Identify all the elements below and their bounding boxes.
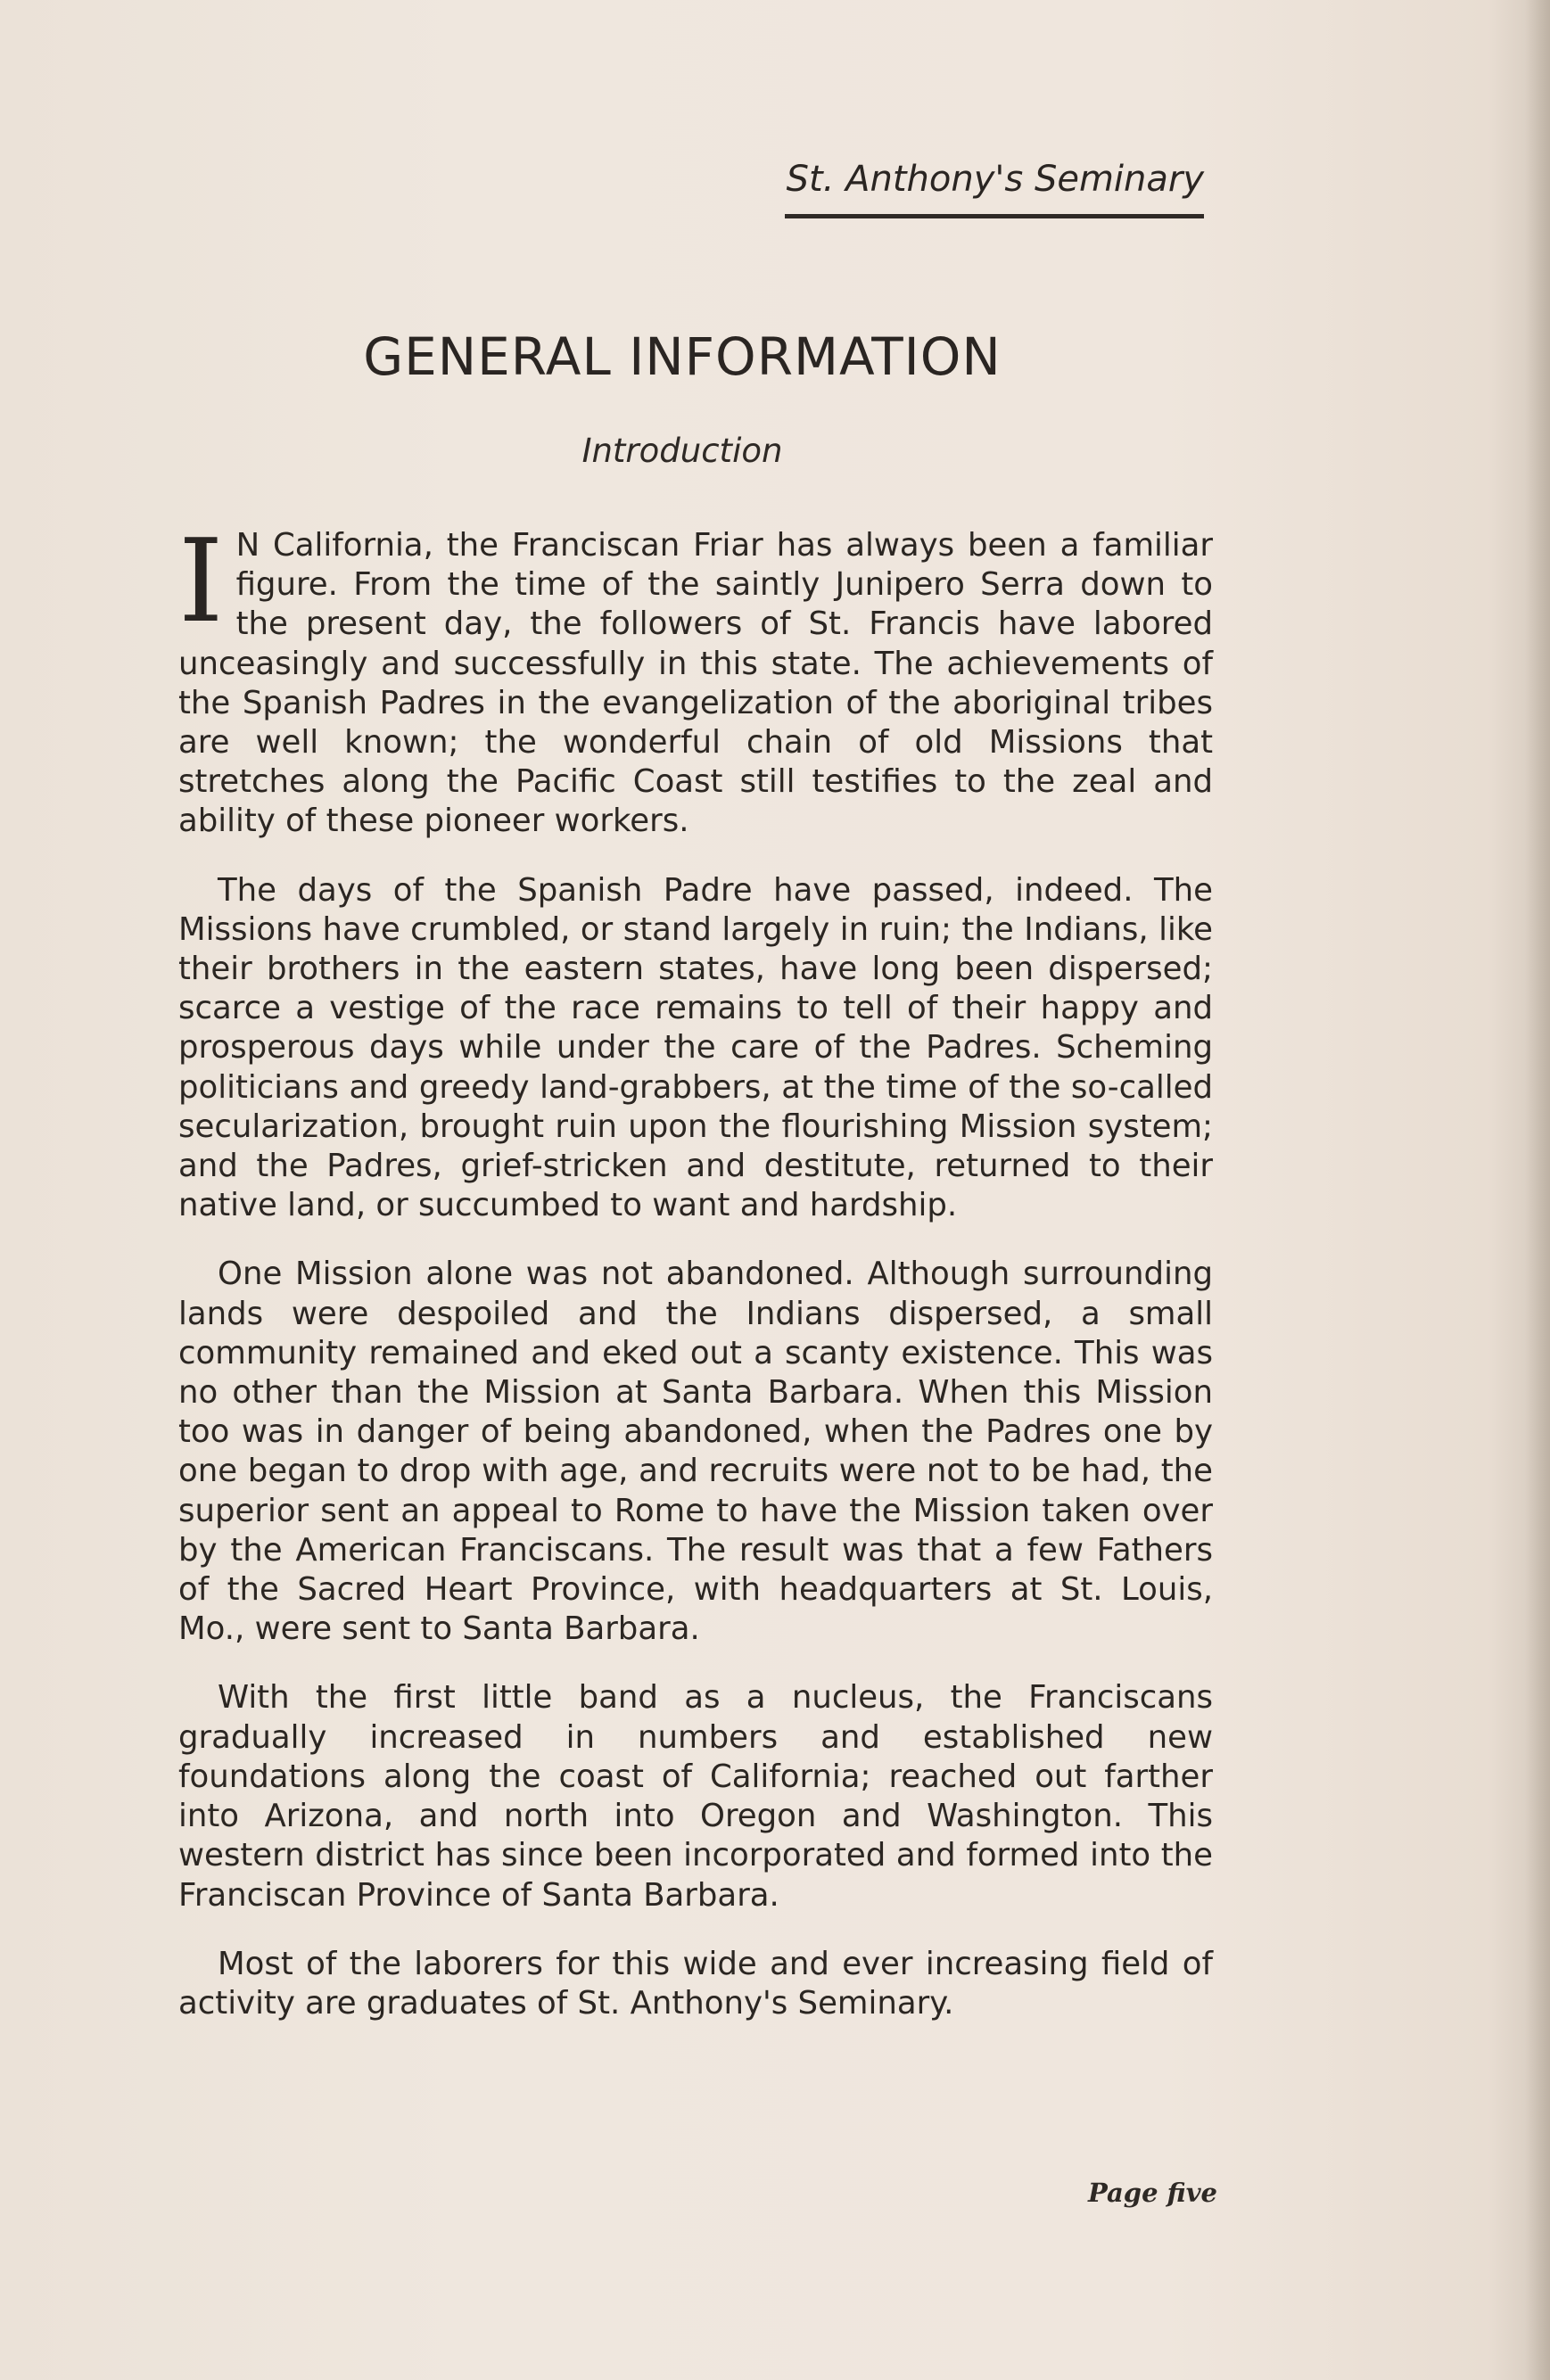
running-head-rule [785, 214, 1204, 218]
page-edge-shadow [1525, 0, 1550, 2380]
paragraph-4: With the first little band as a nucleus, the Franciscans gradually increased in numbers and established new foundations along the coast of California; reached out farther into Arizona, and north into Oregon and Washington. This western district has since been incorporated and formed into the Franciscan Province of Santa Barbara. [178, 1679, 1213, 1914]
page-number: Page five [1087, 2178, 1217, 2208]
paragraph-5: Most of the laborers for this wide and ever increasing field of activity are graduates of St. Anthony's Seminary. [178, 1945, 1213, 2022]
page-title: GENERAL INFORMATION [363, 326, 1002, 387]
section-subtitle: Introduction [581, 432, 783, 470]
drop-cap: I [178, 515, 224, 648]
paragraph-3: One Mission alone was not abandoned. Although surrounding lands were despoiled and the Indians dispersed, a small community remained and eked out a scanty existence. This was no other than the Mission at Santa Barbara. When this Mission too was in danger of being abandoned, when the Padres one by one began to drop with age, and recruits were not to be had, the superior sent an appeal to Rome to have the Mission taken over by the American Franciscans. The result was that a few Fathers of the Sacred Heart Province, with headquarters at St. Louis, Mo., were sent to Santa Barbara. [178, 1256, 1213, 1648]
paragraph-1-text: N California, the Franciscan Friar has always been a familiar figure. From the time of the saintly Junipero Serra down to the present day, the followers of St. Francis have labored unceasingly and successfully in this state. The achievements of the Spanish Padres in the evangelization of the aboriginal tribes are well known; the wonderful chain of old Missions that stretches along the Pacific Coast still testifies to the zeal and ability of these pioneer workers. [178, 527, 1213, 840]
running-head: St. Anthony's Seminary [786, 159, 1204, 200]
paragraph-1 [178, 515, 1213, 842]
body-text [178, 515, 1213, 2053]
paragraph-2: The days of the Spanish Padre have passed, indeed. The Missions have crumbled, or stand largely in ruin; the Indians, like their brothers in the eastern states, have long been dispersed; scarce a vestige of the race remains to tell of their happy and prosperous days while under the care of the Padres. Scheming politicians and greedy land-grabbers, at the time of the so-called secularization, brought ruin upon the flourishing Mission system; and the Padres, grief-stricken and destitute, returned to their native land, or succumbed to want and hardship. [178, 871, 1213, 1224]
